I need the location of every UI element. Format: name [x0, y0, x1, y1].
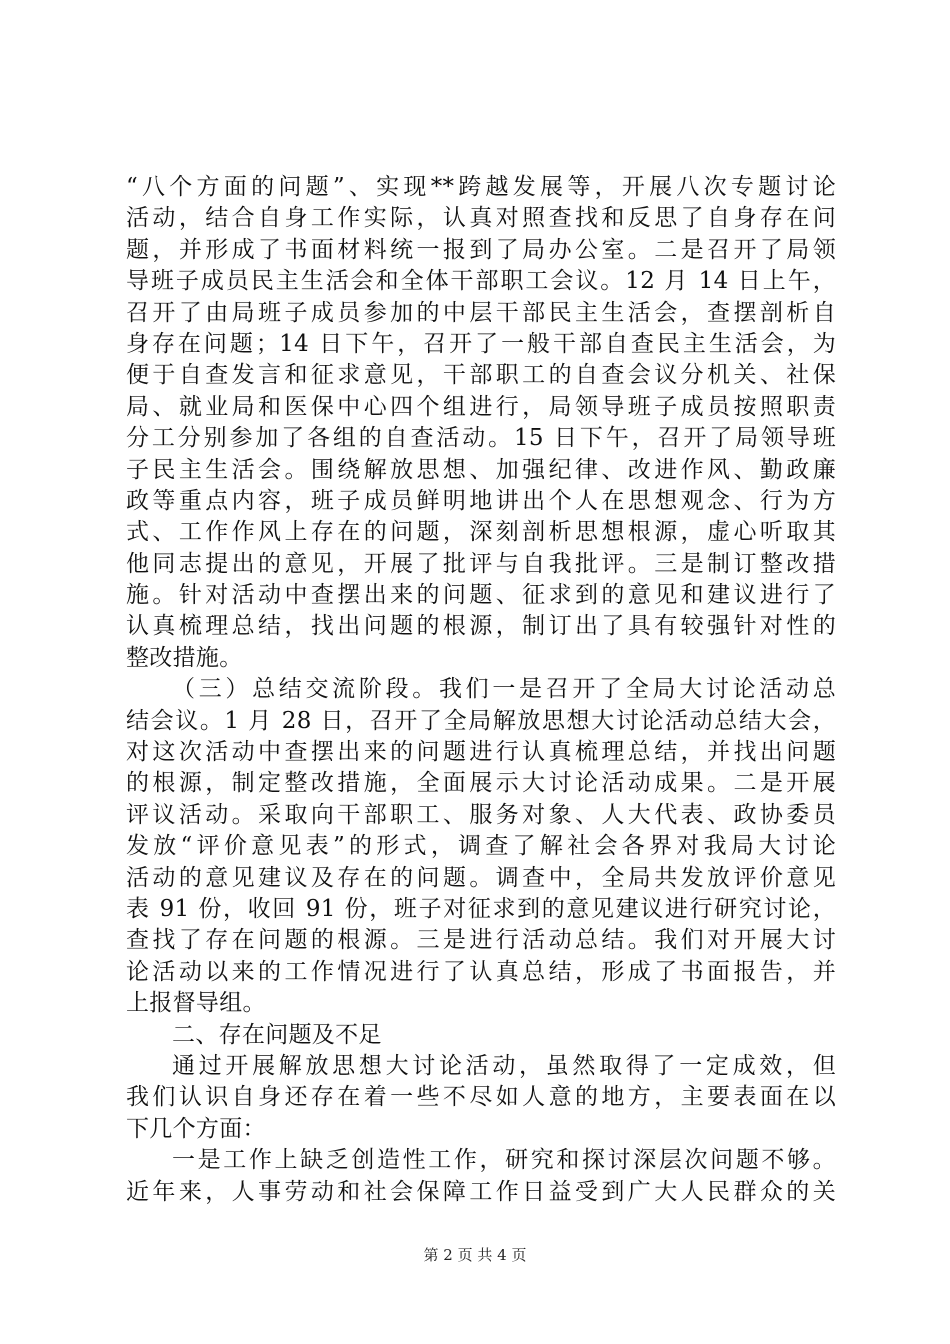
text-line: 二、存在问题及不足 — [172, 1021, 382, 1048]
text-line: 论活动以来的工作情况进行了认真总结，形成了书面报告，并 — [126, 958, 836, 985]
text-line: 施。针对活动中查摆出来的问题、征求到的意见和建议进行了 — [126, 582, 836, 609]
text-line: 发放“评价意见表”的形式，调查了解社会各界对我局大讨论 — [126, 833, 836, 860]
text-line: 政等重点内容，班子成员鲜明地讲出个人在思想观念、行为方 — [126, 487, 836, 514]
text-line: 对这次活动中查摆出来的问题进行认真梳理总结，并找出问题 — [126, 739, 836, 766]
text-line: 导班子成员民主生活会和全体干部职工会议。12 月 14 日上午， — [126, 268, 836, 295]
text-line: 活动，结合自身工作实际，认真对照查找和反思了自身存在问 — [126, 205, 836, 232]
text-line: 我们认识自身还存在着一些不尽如人意的地方，主要表面在以 — [126, 1084, 836, 1111]
text-line: 身存在问题；14 日下午，召开了一般干部自查民主生活会，为 — [126, 330, 836, 357]
text-line: 分工分别参加了各组的自查活动。15 日下午，召开了局领导班 — [126, 425, 836, 452]
document-body — [126, 172, 836, 1208]
text-line: 认真梳理总结，找出问题的根源，制订出了具有较强针对性的 — [126, 613, 836, 640]
text-line: 下几个方面： — [126, 1115, 266, 1142]
text-line: 近年来，人事劳动和社会保障工作日益受到广大人民群众的关 — [126, 1178, 836, 1205]
text-line: （三）总结交流阶段。我们一是召开了全局大讨论活动总 — [172, 676, 836, 703]
text-line: 局、就业局和医保中心四个组进行，局领导班子成员按照职责 — [126, 393, 836, 420]
text-line: 题，并形成了书面材料统一报到了局办公室。二是召开了局领 — [126, 236, 836, 263]
text-line: “八个方面的问题”、实现**跨越发展等，开展八次专题讨论 — [126, 174, 836, 200]
text-line: 便于自查发言和征求意见，干部职工的自查会议分机关、社保 — [126, 362, 836, 389]
text-line: 一是工作上缺乏创造性工作，研究和探讨深层次问题不够。 — [172, 1147, 836, 1174]
text-line: 子民主生活会。围绕解放思想、加强纪律、改进作风、勤政廉 — [126, 456, 836, 483]
text-line: 查找了存在问题的根源。三是进行活动总结。我们对开展大讨 — [126, 927, 836, 954]
text-line: 评议活动。采取向干部职工、服务对象、人大代表、政协委员 — [126, 801, 836, 828]
text-line: 上报督导组。 — [126, 990, 266, 1017]
text-line: 召开了由局班子成员参加的中层干部民主生活会，查摆剖析自 — [126, 299, 836, 326]
text-line: 结会议。1 月 28 日，召开了全局解放思想大讨论活动总结大会， — [126, 707, 836, 734]
text-line: 的根源，制定整改措施，全面展示大讨论活动成果。二是开展 — [126, 770, 836, 797]
text-line: 整改措施。 — [126, 644, 243, 671]
text-line: 他同志提出的意见，开展了批评与自我批评。三是制订整改措 — [126, 550, 836, 577]
text-line: 表 91 份，收回 91 份，班子对征求到的意见建议进行研究讨论， — [126, 895, 836, 922]
text-line: 式、工作作风上存在的问题，深刻剖析思想根源，虚心听取其 — [126, 519, 836, 546]
text-line: 通过开展解放思想大讨论活动，虽然取得了一定成效，但 — [172, 1052, 836, 1079]
page-footer: 第 2 页 共 4 页 — [423, 1246, 527, 1264]
text-line: 活动的意见建议及存在的问题。调查中，全局共发放评价意见 — [126, 864, 836, 891]
